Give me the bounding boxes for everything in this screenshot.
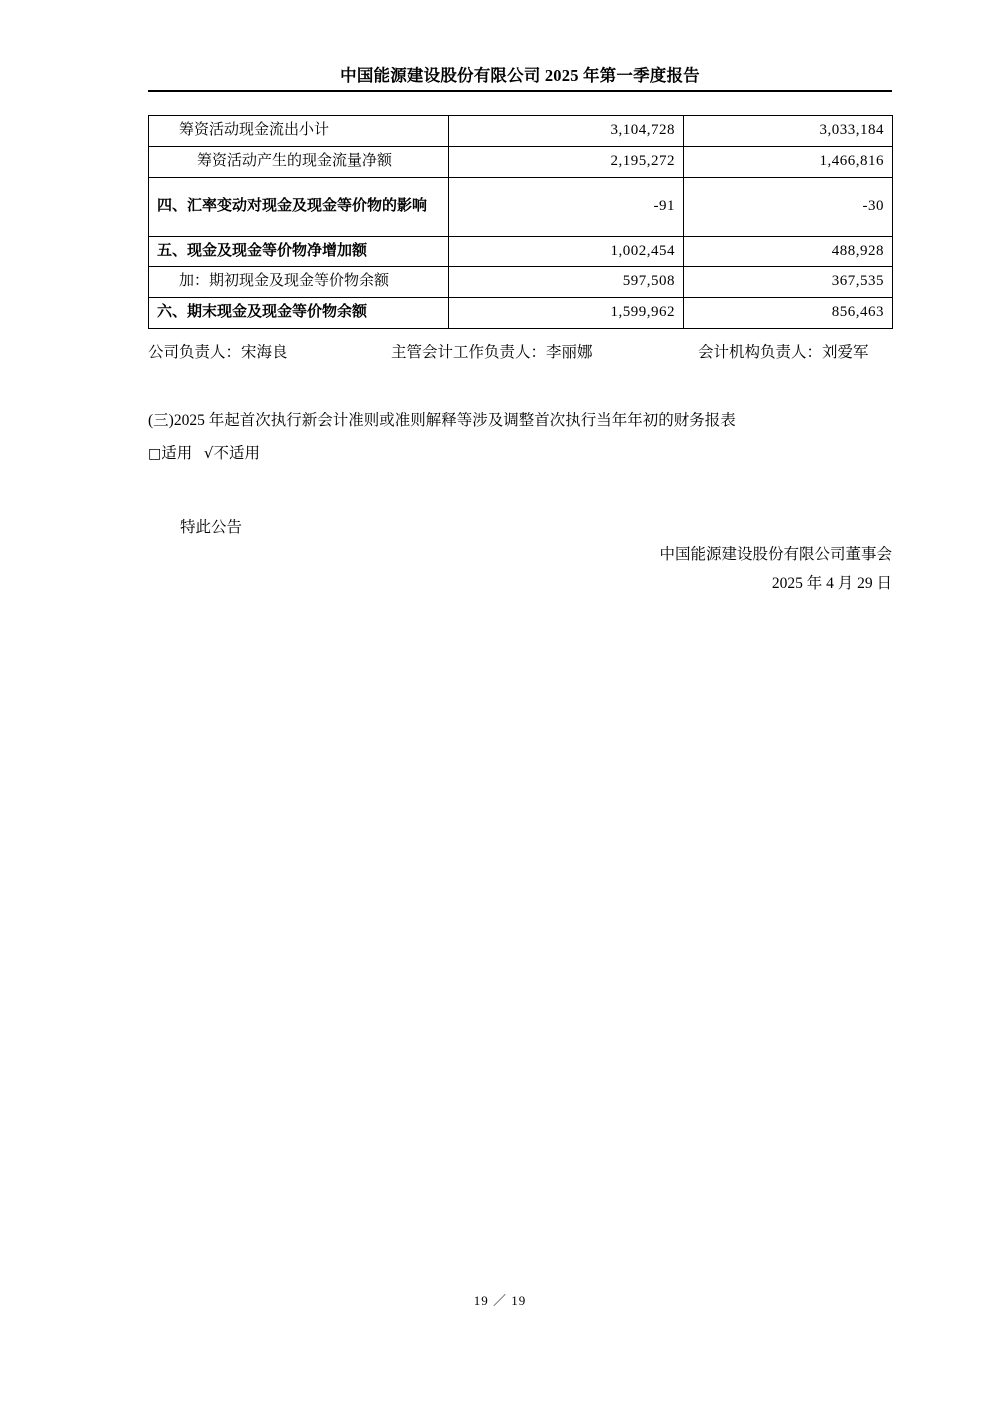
cash-flow-table — [148, 115, 893, 329]
signoff-entity: 中国能源建设股份有限公司董事会 — [659, 546, 892, 563]
company-head-signature: 公司负责人：宋海良 — [148, 344, 288, 361]
row-value-prior: 488,928 — [684, 236, 893, 267]
row-value-prior: 856,463 — [684, 298, 893, 329]
checkmark-not-applicable[interactable]: √ — [203, 444, 214, 462]
row-value-current: 597,508 — [449, 267, 684, 298]
table-row — [149, 177, 893, 236]
checkbox-applicable[interactable]: □ — [148, 446, 162, 462]
table-row — [149, 236, 893, 267]
row-value-current: 1,002,454 — [449, 236, 684, 267]
row-value-current: 3,104,728 — [449, 116, 684, 147]
notice-text: 特此公告 — [180, 519, 243, 536]
row-label: 加：期初现金及现金等价物余额 — [149, 267, 449, 298]
table-row — [149, 146, 893, 177]
row-value-current: -91 — [449, 177, 684, 236]
row-label: 四、汇率变动对现金及现金等价物的影响 — [149, 177, 449, 236]
table-row — [149, 298, 893, 329]
label-applicable: 适用 — [161, 445, 193, 462]
row-value-prior: 1,466,816 — [684, 146, 893, 177]
header-divider — [148, 90, 892, 92]
row-value-prior: -30 — [684, 177, 893, 236]
table-row — [149, 116, 893, 147]
page-header-title: 中国能源建设股份有限公司 2025 年第一季度报告 — [340, 66, 700, 85]
row-label: 五、现金及现金等价物净增加额 — [149, 236, 449, 267]
page-footer: 19 ／ 19 — [473, 1293, 527, 1308]
section-heading: (三)2025 年起首次执行新会计准则或准则解释等涉及调整首次执行当年年初的财务报表 — [148, 412, 736, 429]
row-label: 筹资活动现金流出小计 — [149, 116, 449, 147]
applicability-options — [148, 441, 260, 467]
label-not-applicable: 不适用 — [213, 445, 260, 462]
table-row — [149, 267, 893, 298]
row-value-prior: 367,535 — [684, 267, 893, 298]
row-label: 筹资活动产生的现金流量净额 — [149, 146, 449, 177]
row-value-prior: 3,033,184 — [684, 116, 893, 147]
accounting-org-head-signature: 会计机构负责人：刘爱军 — [698, 344, 869, 361]
row-label: 六、期末现金及现金等价物余额 — [149, 298, 449, 329]
row-value-current: 1,599,962 — [449, 298, 684, 329]
accounting-head-signature: 主管会计工作负责人：李丽娜 — [391, 344, 593, 361]
row-value-current: 2,195,272 — [449, 146, 684, 177]
signoff-date: 2025 年 4 月 29 日 — [771, 575, 892, 593]
signoff-block — [0, 540, 892, 599]
